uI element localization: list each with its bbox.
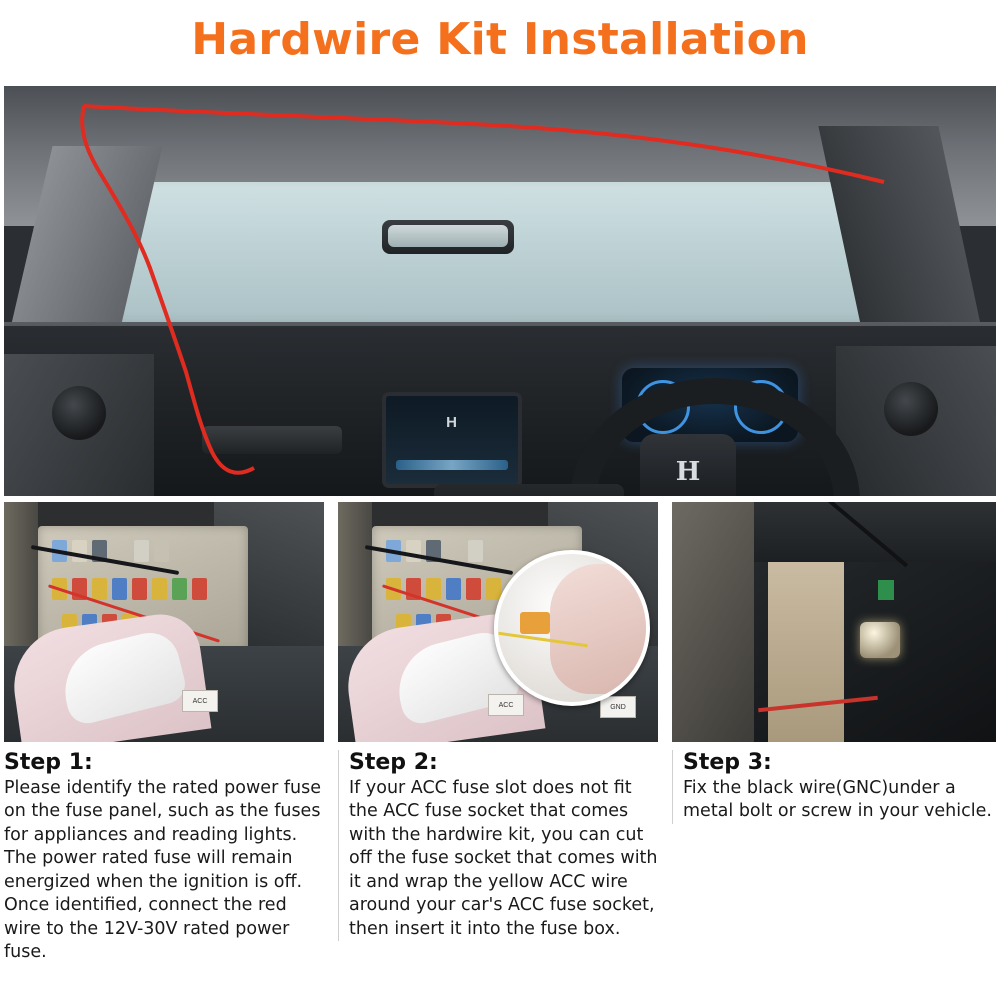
screen-band: [396, 460, 508, 470]
step-photos-row: [4, 502, 996, 742]
fuse-block: [154, 540, 169, 562]
step-1-heading: Step 1:: [4, 750, 93, 775]
fuse-block: [486, 578, 501, 600]
fuse-block: [406, 540, 421, 562]
page-title: Hardwire Kit Installation: [191, 13, 809, 65]
step-2-column: [338, 750, 658, 941]
fuse-block: [152, 578, 167, 600]
rearview-mirror: [382, 220, 514, 254]
honda-logo: H: [446, 414, 458, 431]
fuse-block: [172, 578, 187, 600]
windshield: [74, 182, 934, 332]
fuse-block: [192, 578, 207, 600]
fuse-block: [132, 578, 147, 600]
wire-label-tag: ACC: [488, 694, 524, 716]
finger: [550, 564, 646, 694]
fuse-block: [72, 540, 87, 562]
step-2-photo: [338, 502, 658, 742]
steering-wheel-hub: [640, 434, 736, 496]
step-descriptions: [4, 750, 996, 986]
infotainment-screen: [382, 392, 522, 488]
speaker-left-icon: [52, 386, 106, 440]
metal-bolt: [860, 622, 900, 658]
fuse-block: [468, 540, 483, 562]
green-connector: [878, 580, 894, 600]
beige-trim: [768, 542, 844, 742]
step-1-text: Please identify the rated power fuse on the fuse panel, such as the fuses for appliances and reading lights. The power rated fuse will remain energized when the ignition is off. Once identified, connect the red wire to the 12V-30V rated power fuse.: [4, 778, 321, 963]
wire-label-tag: ACC: [182, 690, 218, 712]
step-2-heading: Step 2:: [349, 750, 438, 775]
step-3-heading: Step 3:: [683, 750, 772, 775]
step-1-column: [4, 750, 324, 965]
fuse-block: [112, 578, 127, 600]
wire-label-tag-ground: GND: [600, 696, 636, 718]
mini-fuse: [520, 612, 550, 634]
fuse-block: [92, 578, 107, 600]
fuse-block: [466, 578, 481, 600]
left-trim: [672, 502, 754, 742]
center-console: [434, 484, 624, 496]
step-3-photo: [672, 502, 996, 742]
speaker-right-icon: [884, 382, 938, 436]
fuse-block: [446, 578, 461, 600]
hero-image-car-interior: [4, 86, 996, 496]
magnified-callout: [494, 550, 650, 706]
step-3-column: [672, 750, 996, 824]
step-1-photo: [4, 502, 324, 742]
fuse-block: [426, 578, 441, 600]
step-3-text: Fix the black wire(GNC)under a metal bolt or screw in your vehicle.: [683, 778, 992, 822]
step-2-text: If your ACC fuse slot does not fit the ACC fuse socket that comes with the hardwire kit, you can cut off the fuse socket that comes with it and wrap the yellow ACC wire around your car's ACC fuse socket, then insert it into the fuse box.: [349, 778, 658, 939]
air-vents: [202, 426, 342, 454]
fuse-block: [134, 540, 149, 562]
